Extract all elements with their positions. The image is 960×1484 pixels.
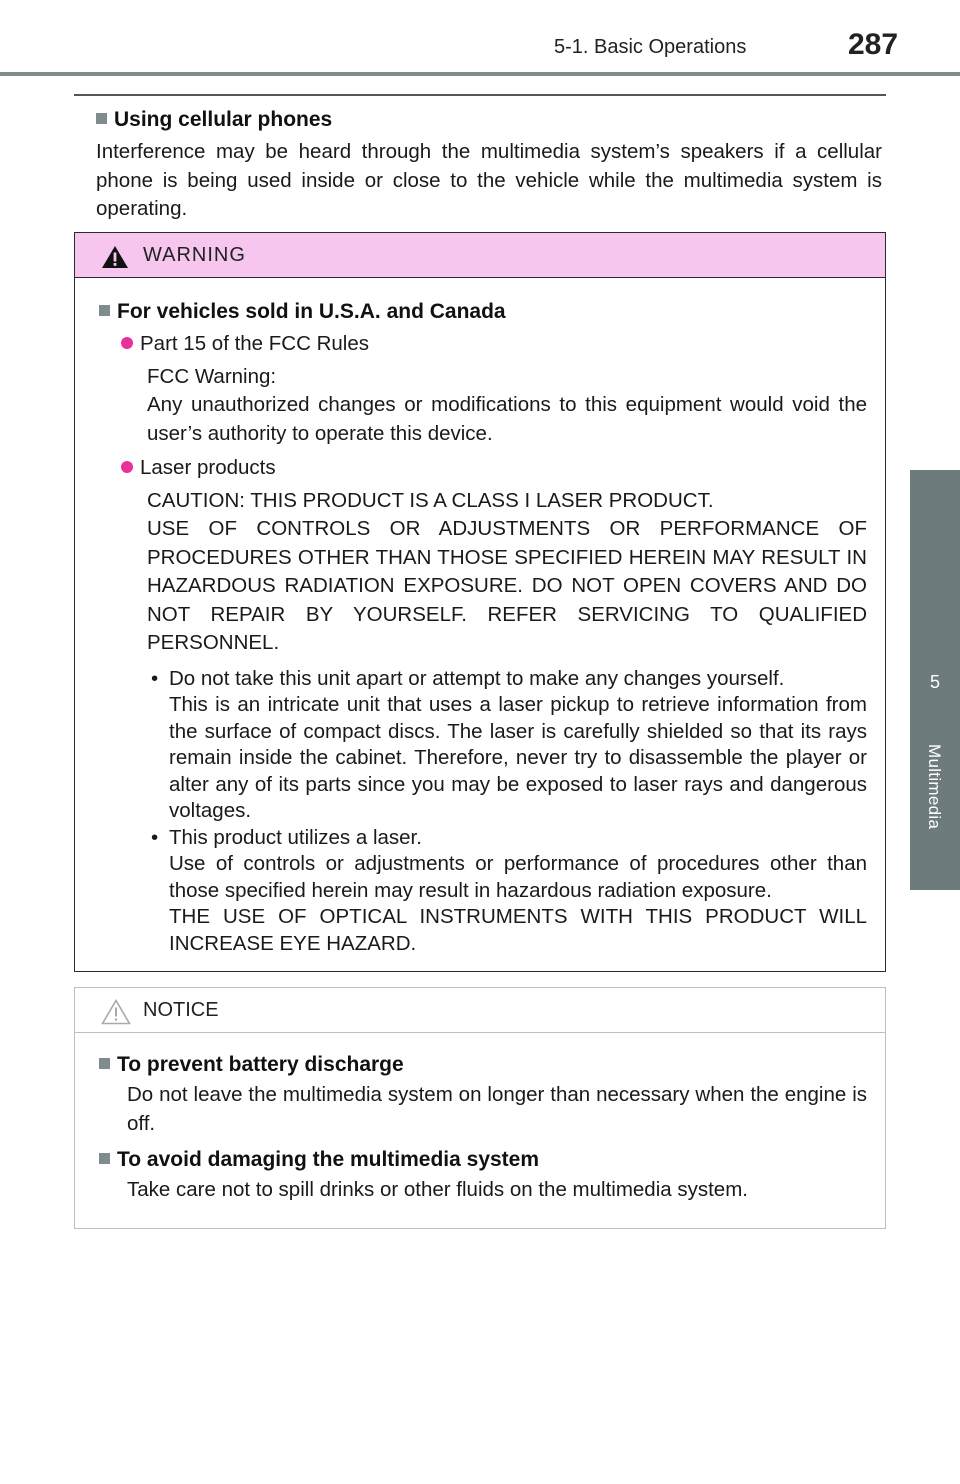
us-canada-heading-text: For vehicles sold in U.S.A. and Canada bbox=[117, 300, 506, 323]
chapter-title: Multimedia bbox=[925, 744, 944, 830]
dot-marker-icon: • bbox=[151, 666, 159, 690]
page-number: 287 bbox=[848, 28, 899, 61]
fcc-warning-block bbox=[147, 363, 867, 449]
laser-caution-title: CAUTION: THIS PRODUCT IS A CLASS I LASER PRODUCT. bbox=[147, 488, 714, 512]
notice-label: NOTICE bbox=[143, 999, 219, 1021]
utilizes-line-1: This product utilizes a laser. bbox=[169, 825, 422, 849]
battery-discharge-text: Do not leave the multimedia system on longer than necessary when the engine is off. bbox=[127, 1083, 867, 1135]
notice-triangle-icon bbox=[101, 999, 131, 1030]
avoid-damage-heading bbox=[99, 1148, 867, 1172]
warning-body bbox=[75, 278, 885, 957]
content-top-divider bbox=[74, 94, 886, 96]
avoid-damage-heading-text: To avoid damaging the multimedia system bbox=[117, 1148, 540, 1171]
square-bullet-icon bbox=[99, 1058, 110, 1069]
utilizes-line-2: Use of controls or adjustments or performance of procedures other than those specified herein may result in hazardous radiation exposure. bbox=[169, 852, 867, 902]
header-section-title: 5-1. Basic Operations bbox=[554, 36, 747, 58]
header-divider bbox=[0, 72, 960, 76]
square-bullet-icon bbox=[96, 113, 107, 124]
square-bullet-icon bbox=[99, 1153, 110, 1164]
cellular-phones-heading bbox=[96, 108, 882, 132]
laser-products-text: Laser products bbox=[140, 456, 276, 479]
cellular-phones-section bbox=[96, 108, 882, 224]
laser-caution-text: USE OF CONTROLS OR ADJUSTMENTS OR PERFORMANCE OF PROCEDURES OTHER THAN THOSE SPECIFIED HEREIN MAY RESULT IN HAZARDOUS RADIATION EXPOSURE. DO NOT OPEN COVERS AND DO NOT REPAIR BY YOURSELF. REFER SERVICING TO QUALIFIED PERSONNEL. bbox=[147, 517, 867, 654]
notice-header bbox=[75, 988, 885, 1033]
warning-box bbox=[74, 232, 886, 972]
notice-box bbox=[74, 987, 886, 1229]
notice-body bbox=[75, 1033, 885, 1205]
avoid-damage-text: Take care not to spill drinks or other fluids on the multimedia system. bbox=[127, 1178, 748, 1201]
round-bullet-icon bbox=[121, 337, 133, 349]
square-bullet-icon bbox=[99, 305, 110, 316]
fcc-rules-text: Part 15 of the FCC Rules bbox=[140, 332, 370, 355]
chapter-number: 5 bbox=[929, 672, 940, 692]
warning-header bbox=[75, 233, 885, 278]
laser-caution-block bbox=[147, 487, 867, 658]
fcc-warning-text: Any unauthorized changes or modifications to this equipment would void the user’s authority to operate this device. bbox=[147, 393, 867, 445]
laser-item-utilizes bbox=[151, 825, 867, 958]
laser-products-bullet bbox=[121, 454, 867, 483]
us-canada-heading bbox=[99, 300, 867, 324]
cellular-phones-text: Interference may be heard through the multimedia system’s speakers if a cellular phone is being used inside or close to the vehicle while the multimedia system is operating. bbox=[96, 140, 882, 220]
cellular-phones-heading-text: Using cellular phones bbox=[114, 108, 333, 131]
battery-discharge-heading-text: To prevent battery discharge bbox=[117, 1053, 404, 1076]
warning-label: WARNING bbox=[143, 244, 246, 266]
chapter-side-tab bbox=[910, 470, 960, 890]
utilizes-line-3: THE USE OF OPTICAL INSTRUMENTS WITH THIS PRODUCT WILL INCREASE EYE HAZARD. bbox=[169, 905, 867, 955]
battery-discharge-heading bbox=[99, 1053, 867, 1077]
round-bullet-icon bbox=[121, 461, 133, 473]
dot-marker-icon: • bbox=[151, 825, 159, 849]
fcc-warning-title: FCC Warning: bbox=[147, 364, 277, 388]
disassembly-line-1: Do not take this unit apart or attempt to make any changes yourself. bbox=[169, 666, 785, 690]
laser-item-disassembly bbox=[151, 666, 867, 825]
fcc-rules-bullet bbox=[121, 330, 867, 359]
disassembly-line-2: This is an intricate unit that uses a laser pickup to retrieve information from the surface of compact discs. The laser is carefully shielded so that its rays remain inside the cabinet. Therefore, never try to disassemble the player or alter any of its parts since you may be exposed to laser rays and dangerous voltages. bbox=[169, 693, 867, 822]
warning-triangle-icon bbox=[101, 245, 129, 274]
